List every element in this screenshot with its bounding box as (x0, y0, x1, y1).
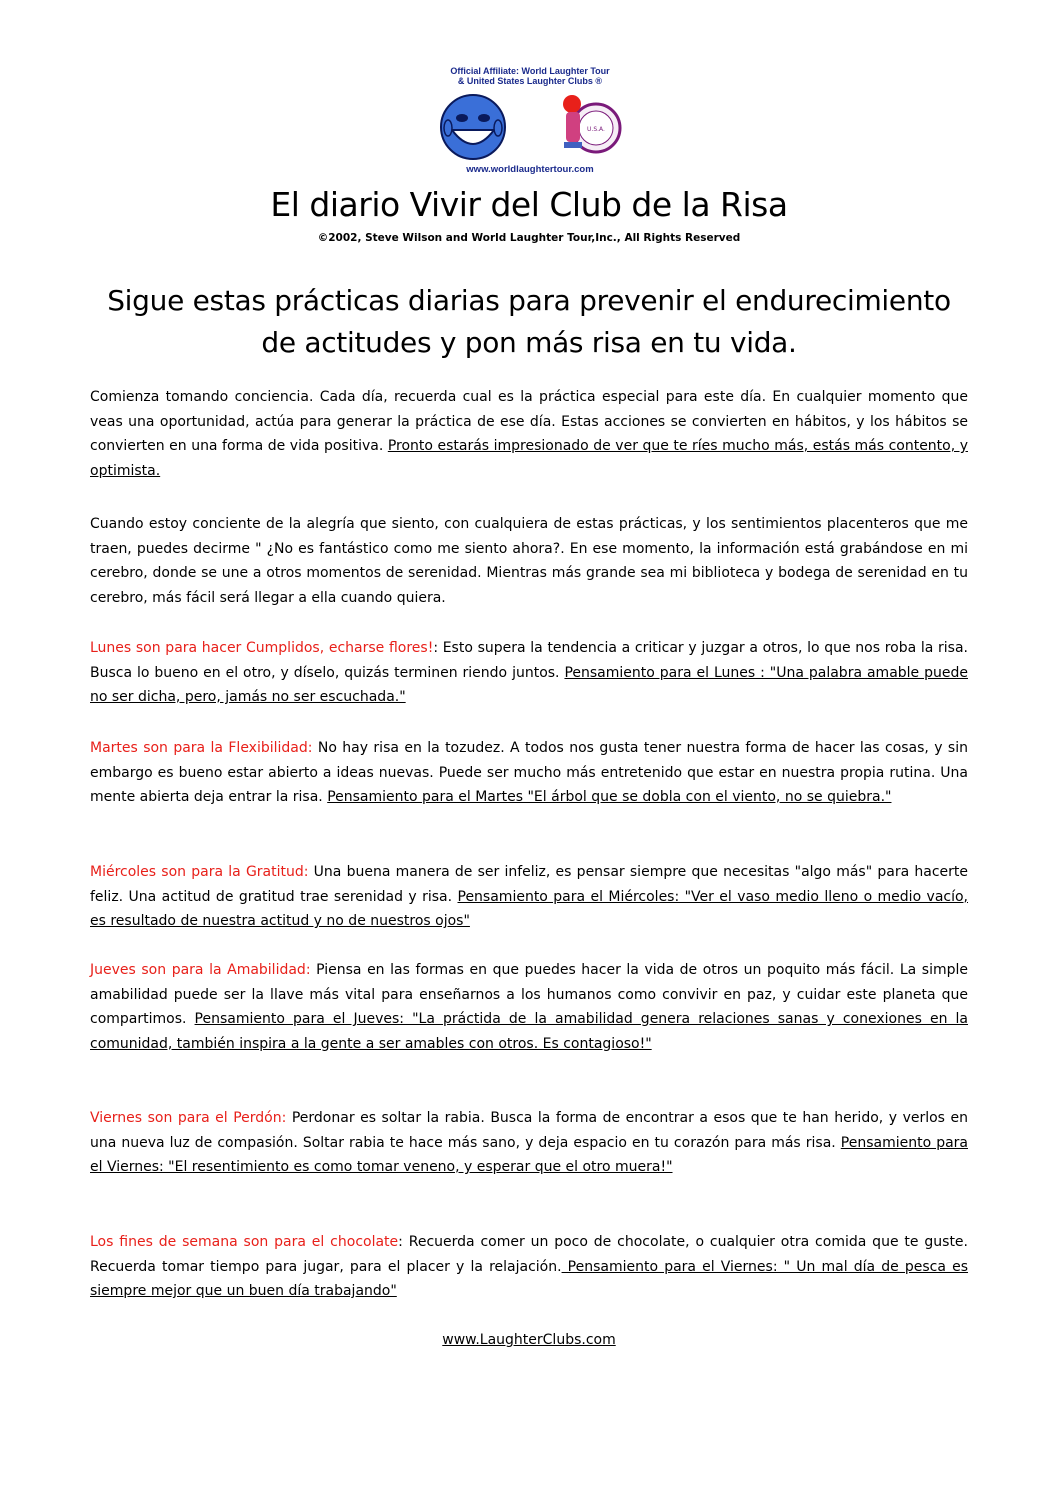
logo-url: www.worldlaughtertour.com (466, 164, 594, 175)
logo-caption-line1: Official Affiliate: World Laughter Tour (450, 66, 610, 76)
day-paragraph-thursday (90, 958, 968, 1056)
page-subtitle: Sigue estas prácticas diarias para prevenir el endurecimiento de actitudes y pon más risa en tu vida. (107, 284, 951, 359)
day-thought: Pensamiento para el Jueves: "La práctida de la amabilidad genera relaciones sanas y conexiones en la comunidad, también inspira a la gente a ser amables con otros. Es contagioso!" (90, 1011, 969, 1052)
day-thought: Pensamiento para el Martes "El árbol que se dobla con el viento, no se quiebra." (327, 789, 892, 805)
day-heading: Los fines de semana son para el chocolate (90, 1234, 399, 1250)
intro-underlined-text: Pronto estarás impresionado de ver que te ríes mucho más, estás más contento, y optimista. (90, 438, 968, 479)
day-thought: Pensamiento para el Lunes : "Una palabra amable puede no ser dicha, pero, jamás no ser escuchada." (90, 664, 968, 705)
day-body: Piensa en las formas en que puedes hacer la vida de otros un poquito más fácil. La simple amabilidad puede ser la llave más vital para enseñarnos a los humanos como convivir en paz, y cuidar este planeta que compartimos. (90, 962, 968, 1027)
day-thought: Pensamiento para el Miércoles: "Ver el vaso medio lleno o medio vacío, es resultado de nuestra actitud y no de nuestros ojos" (90, 888, 969, 929)
awareness-text: Cuando estoy conciente de la alegría que siento, con cualquiera de estas prácticas, y los sentimientos placenteros que me traen, puedes decirme " ¿No es fantástico como me siento ahora?. En ese momento, la información está grabándose en mi cerebro, donde se une a otros momentos de serenidad. Mientras más grande sea mi biblioteca y bodega de serenidad en tu cerebro, más fácil será llegar a ella cuando quiera. (90, 516, 968, 606)
affiliate-logo (430, 66, 630, 178)
laughter-clubs-usa-badge-icon (556, 90, 622, 160)
copyright-notice: ©2002, Steve Wilson and World Laughter Tour,Inc., All Rights Reserved (317, 232, 741, 244)
day-paragraph-tuesday (90, 736, 968, 810)
day-heading: Lunes son para hacer Cumplidos, echarse flores! (90, 640, 434, 656)
day-paragraph-weekend (90, 1230, 968, 1304)
day-heading: Martes son para la Flexibilidad: (90, 740, 313, 756)
day-paragraph-monday (90, 636, 968, 710)
logo-caption-line2: & United States Laughter Clubs ® (457, 76, 603, 86)
day-heading: Miércoles son para la Gratitud: (90, 864, 309, 880)
day-heading: Jueves son para la Amabilidad: (90, 962, 311, 978)
awareness-paragraph (90, 512, 968, 610)
page-title: El diario Vivir del Club de la Risa (270, 185, 788, 224)
day-body: : Recuerda comer un poco de chocolate, o cualquier otra comida que te guste. Recuerda tomar tiempo para jugar, para el placer y la relajación. (90, 1234, 968, 1275)
intro-text: Comienza tomando conciencia. Cada día, recuerda cual es la práctica especial para este día. En cualquier momento que veas una oportunidad, actúa para generar la práctica de ese día. Estas acciones se convierten en hábitos, y los hábitos se convierten en una forma de vida positiva. (90, 389, 968, 454)
footer-link[interactable]: www.LaughterClubs.com (442, 1332, 616, 1348)
day-body: Una buena manera de ser infeliz, es pensar siempre que necesitas "algo más" para hacerte feliz. Una actitud de gratitud trae serenidad y risa. (90, 864, 968, 905)
day-body: No hay risa en la tozudez. A todos nos gusta tener nuestra forma de hacer las cosas, y sin embargo es bueno estar abierto a ideas nuevas. Puede ser mucho más entretenido que estar en nuestra propia rutina. Una mente abierta deja entrar la risa. (90, 740, 968, 805)
svg-text:U.S.A.: U.S.A. (587, 126, 605, 133)
day-paragraph-friday (90, 1106, 968, 1180)
day-thought: Pensamiento para el Viernes: " Un mal día de pesca es siempre mejor que un buen día trabajando" (90, 1258, 969, 1299)
day-heading: Viernes son para el Perdón: (90, 1110, 287, 1126)
intro-paragraph (90, 385, 968, 483)
laughing-face-icon (438, 92, 508, 162)
day-paragraph-wednesday (90, 860, 968, 934)
day-thought: Pensamiento para el Viernes: "El resentimiento es como tomar veneno, y esperar que el otro muera!" (90, 1134, 968, 1175)
day-body: Perdonar es soltar la rabia. Busca la forma de encontrar a esos que te han herido, y verlos en una nueva luz de compasión. Soltar rabia te hace más sano, y deja espacio en tu corazón para más risa. (90, 1110, 968, 1151)
day-body: : Esto supera la tendencia a criticar y juzgar a otros, lo que nos roba la risa. Busca lo bueno en el otro, y díselo, quizás terminen riendo juntos. (90, 640, 969, 681)
